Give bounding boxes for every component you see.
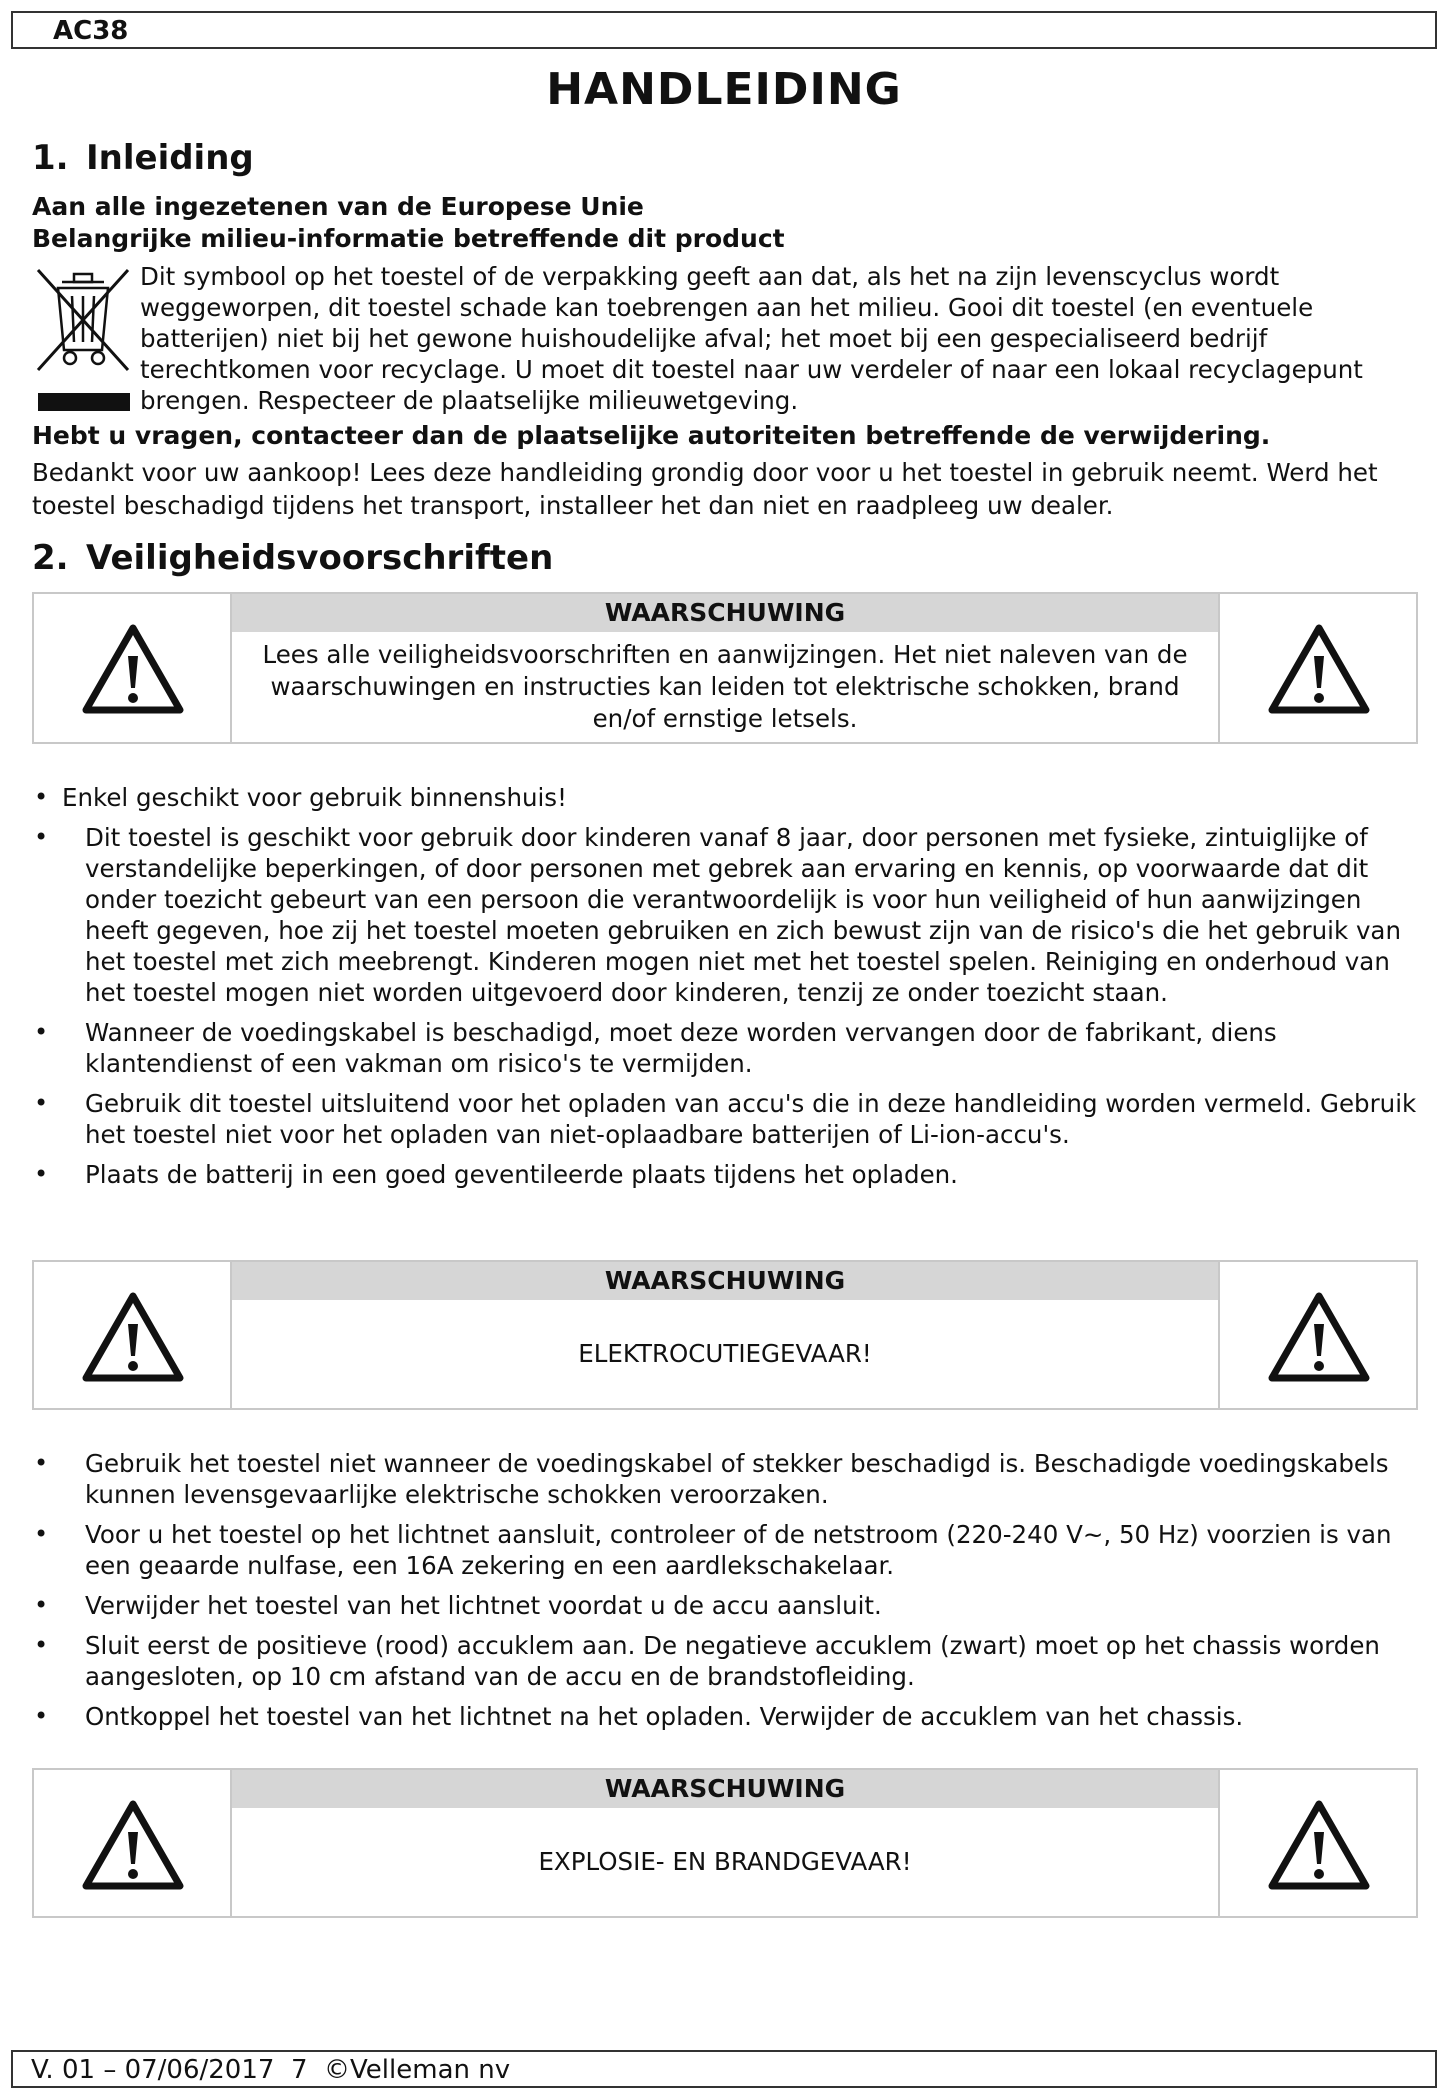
safety-bullet-list-1: [32, 782, 1422, 1199]
warning-box-explosion: [32, 1768, 1418, 1918]
warning-icon-cell-left: [34, 1770, 232, 1916]
questions-notice: Hebt u vragen, contacteer dan de plaatselijke autoriteiten betreffende de verwijdering.: [32, 421, 1271, 450]
warning-triangle-icon: [1266, 1290, 1372, 1384]
warning-heading: WAARSCHUWING: [232, 1262, 1218, 1300]
warning-heading: WAARSCHUWING: [232, 594, 1218, 632]
warning-heading: WAARSCHUWING: [232, 1770, 1218, 1808]
list-item: • Plaats de batterij in een goed geventileerde plaats tijdens het opladen.: [32, 1159, 1422, 1190]
eu-residents-heading: Aan alle ingezetenen van de Europese Unie: [32, 192, 644, 221]
list-item: • Enkel geschikt voor gebruik binnenshuis!: [32, 782, 1422, 813]
footer-version-text: V. 01 – 07/06/2017 7 ©Velleman nv: [31, 2055, 511, 2085]
warning-icon-cell-left: [34, 1262, 232, 1408]
warning-text: [232, 1808, 1218, 1916]
list-item: • Gebruik dit toestel uitsluitend voor het opladen van accu's die in deze handleiding worden vermeld. Gebruik het toestel niet voor het opladen van niet-oplaadbare batterijen of Li-ion-accu's.: [32, 1088, 1422, 1150]
list-item: • Dit toestel is geschikt voor gebruik door kinderen vanaf 8 jaar, door personen met fysieke, zintuiglijke of verstandelijke beperkingen, of door personen met gebrek aan ervaring en kennis, op voorwaarde dat dit onder toezicht gebeurt van een persoon die verantwoordelijk is voor hun veiligheid of hun aanwijzingen heeft gegeven, hoe zij het toestel moeten gebruiken en zich bewust zijn van de risico's die het gebruik van het toestel met zich meebrengt. Kinderen mogen niet met het toestel spelen. Reiniging en onderhoud van het toestel mogen niet worden uitgevoerd door kinderen, tenzij ze onder toezicht staan.: [32, 822, 1422, 1008]
section-1-number: 1.: [32, 138, 69, 178]
warning-triangle-icon: [80, 1798, 186, 1892]
warning-text-content: EXPLOSIE- EN BRANDGEVAAR!: [538, 1847, 912, 1876]
warning-icon-cell-right: [1218, 1262, 1416, 1408]
list-item: • Sluit eerst de positieve (rood) accuklem aan. De negatieve accuklem (zwart) moet op het chassis worden aangesloten, op 10 cm afstand van de accu en de brandstofleiding.: [32, 1630, 1422, 1692]
warning-text-content: Lees alle veiligheidsvoorschriften en aanwijzingen. Het niet naleven van de waarschuwingen en instructies kan leiden tot elektrische schokken, brand en/of ernstige letsels.: [262, 640, 1188, 733]
warning-text-content: ELEKTROCUTIEGEVAAR!: [578, 1339, 872, 1368]
weee-bin-icon: [32, 264, 134, 376]
environment-info-heading: Belangrijke milieu-informatie betreffende dit product: [32, 224, 785, 253]
section-1-heading: [32, 138, 254, 178]
safety-bullet-list-2: [32, 1448, 1422, 1741]
warning-triangle-icon: [1266, 1798, 1372, 1892]
section-2-title: Veiligheidsvoorschriften: [86, 538, 554, 578]
warning-text: [232, 1300, 1218, 1408]
list-item: • Voor u het toestel op het lichtnet aansluit, controleer of de netstroom (220-240 V~, 50 Hz) voorzien is van een geaarde nulfase, een 16A zekering en een aardlekschakelaar.: [32, 1519, 1422, 1581]
warning-triangle-icon: [80, 1290, 186, 1384]
product-code: AC38: [53, 16, 129, 46]
list-item: • Wanneer de voedingskabel is beschadigd, moet deze worden vervangen door de fabrikant, diens klantendienst of een vakman om risico's te vermijden.: [32, 1017, 1422, 1079]
document-header: [11, 11, 1437, 49]
list-item: • Gebruik het toestel niet wanneer de voedingskabel of stekker beschadigd is. Beschadigde voedingskabels kunnen levensgevaarlijke elektrische schokken veroorzaken.: [32, 1448, 1422, 1510]
weee-notice-text: Dit symbool op het toestel of de verpakking geeft aan dat, als het na zijn levenscyclus wordt weggeworpen, dit toestel schade kan toebrengen aan het milieu. Gooi dit toestel (en eventuele batterijen) niet bij het gewone huishoudelijke afval; het moet bij een gespecialiseerd bedrijf terechtkomen voor recyclage. U moet dit toestel naar uw verdeler of naar een lokaal recyclagepunt brengen. Respecteer de plaatselijke milieuwetgeving.: [140, 262, 1363, 415]
warning-box-electrocution: [32, 1260, 1418, 1410]
list-item: • Verwijder het toestel van het lichtnet voordat u de accu aansluit.: [32, 1590, 1422, 1621]
thanks-paragraph: Bedankt voor uw aankoop! Lees deze handleiding grondig door voor u het toestel in gebruik neemt. Werd het toestel beschadigd tijdens het transport, installeer het dan niet en raadpleeg uw dealer.: [32, 458, 1378, 520]
warning-triangle-icon: [1266, 622, 1372, 716]
section-2-heading: [32, 538, 553, 578]
warning-text: [232, 632, 1218, 742]
section-2-number: 2.: [32, 538, 69, 578]
warning-triangle-icon: [80, 622, 186, 716]
section-1-title: Inleiding: [86, 138, 254, 178]
page-title: HANDLEIDING: [546, 64, 902, 115]
document-footer: [11, 2050, 1437, 2088]
weee-black-bar: [38, 393, 130, 411]
warning-icon-cell-right: [1218, 594, 1416, 742]
warning-icon-cell-right: [1218, 1770, 1416, 1916]
list-item: • Ontkoppel het toestel van het lichtnet na het opladen. Verwijder de accuklem van het chassis.: [32, 1701, 1422, 1732]
warning-icon-cell-left: [34, 594, 232, 742]
warning-box-general: [32, 592, 1418, 744]
